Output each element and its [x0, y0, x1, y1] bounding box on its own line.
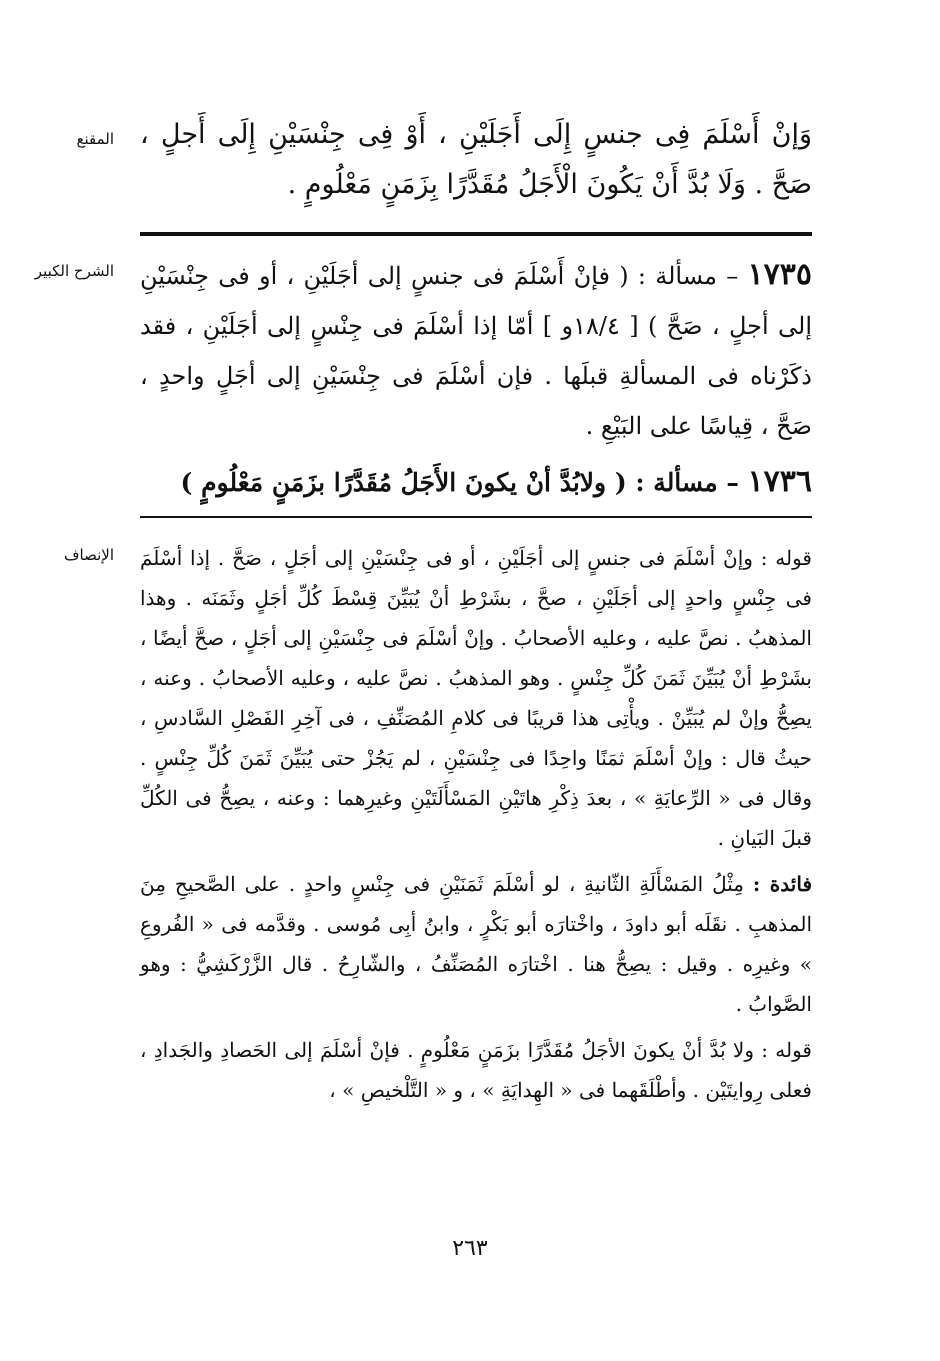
sharh-text	[140, 250, 812, 508]
section-label-insaf: الإنصاف	[63, 546, 114, 564]
mas-ala-1735	[140, 250, 812, 451]
faida-label: فائدة :	[752, 872, 813, 896]
mas-ala-number: ١٧٣٦	[747, 464, 812, 499]
muqni-paragraph: وَإنْ أَسْلَمَ فِى جنسٍ إِلَى أَجَلَيْنِ ، أَوْ فِى جِنْسَيْنِ إِلَى أَجلٍ ، صَحَّ . وَلَا بُدَّ أَنْ يَكُونَ الْأَجَلُ مُقَدَّرًا بِزَمَنٍ مَعْلُومٍ .	[140, 119, 812, 200]
divider-thick	[140, 232, 812, 236]
insaf-paragraph-2	[140, 864, 812, 1024]
mas-ala-body: – مسألة : ( فإنْ أَسْلَمَ فى جنسٍ إلى أجَلَيْنِ ، أو فى جِنْسَيْنِ إلى أجلٍ ، صَحَّ ) [ ١٨/٤و ] أمّا إذا أسْلَمَ فى جِنْسٍ إلى أجَلَيْنِ ، فقد ذكَرْناه فى المسألةِ قبلَها . فإن أسْلَمَ فى جِنْسَيْنِ إلى أجَلٍ واحدٍ ، صَحَّ ، قِياسًا على البَيْعِ .	[140, 262, 813, 440]
divider-thin	[140, 516, 812, 518]
page-number: ٢٦٣	[452, 1236, 488, 1261]
mas-ala-1736	[140, 457, 812, 508]
mas-ala-number: ١٧٣٥	[747, 257, 812, 292]
faida-body: مِثْلُ المَسْأَلَةِ الثّانيةِ ، لو أسْلَمَ ثَمَنَيْنِ فى جِنْسٍ واحدٍ . على الصَّحيحِ مِنَ المذهبِ . نقَلَه أبو داودَ ، واخْتارَه أبو بَكْرٍ ، وابنُ أبِى مُوسى . وقدَّمه فى « الفُروعِ » وغيرِه . وقيل : يصِحُّ هنا . اخْتارَه المُصَنِّفُ ، والشّارِحُ . قال الزَّرْكَشِيُّ : وهو الصَّوابُ .	[140, 872, 812, 1016]
section-label-sharh: الشرح الكبير	[34, 262, 114, 280]
muqni-text	[140, 110, 812, 210]
mas-ala-body: – مسألة : ( ولابُدَّ أنْ يكونَ الأَجَلُ مُقَدَّرًا بزَمَنٍ مَعْلُومٍ )	[180, 468, 739, 497]
section-label-muqni: المقنع	[76, 130, 114, 148]
insaf-text	[140, 538, 812, 1110]
insaf-paragraph-1: قوله : وإنْ أسْلَمَ فى جنسٍ إلى أجَلَيْنِ ، أو فى جِنْسَيْنِ إلى أجَلٍ ، صَحَّ . إذا أسْلَمَ فى جِنْسٍ واحدٍ إلى أجَلَيْنِ ، صحَّ ، بشَرْطِ أنْ يُبَيِّنَ قِسْطَ كُلِّ أجَلٍ وثَمَنَه . وهذا المذهبُ . نصَّ عليه ، وعليه الأصحابُ . وإنْ أسْلَمَ فى جِنْسَيْنِ إلى أجَلٍ ، صحَّ أيضًا ، بشَرْطِ أنْ يُبَيِّنَ ثَمَنَ كُلِّ جِنْسٍ . وهو المذهبُ . نصَّ عليه ، وعليه الأصحابُ . وعنه ، يصِحُّ وإنْ لم يُبَيِّنْ . ويأْتِى هذا قريبًا فى كلامِ المُصَنِّفِ ، فى آخِرِ الفَصْلِ السَّادسِ ، حيثُ قال : وإنْ أسْلَمَ ثمَنًا واحِدًا فى جِنْسَيْنِ ، لم يَجُزْ حتى يُبَيِّنَ ثَمَنَ كُلِّ جِنْسٍ . وقال فى « الرِّعايَةِ » ، بعدَ ذِكْرِ هاتَيْنِ المَسْأَلَتَيْنِ وغيرِهما : وعنه ، يصِحُّ فى الكُلِّ قبلَ البَيانِ .	[140, 546, 812, 850]
insaf-paragraph-3: قوله : ولا بُدَّ أنْ يكونَ الأجَلُ مُقَدَّرًا بزَمَنٍ مَعْلُومٍ . فإنْ أسْلَمَ إلى الحَصادِ والجَدادِ ، فعلى رِوايتَيْن . وأطْلَقَهما فى « الهِدايَةِ » ، و « التَّلْخيصِ » ،	[140, 1038, 812, 1102]
